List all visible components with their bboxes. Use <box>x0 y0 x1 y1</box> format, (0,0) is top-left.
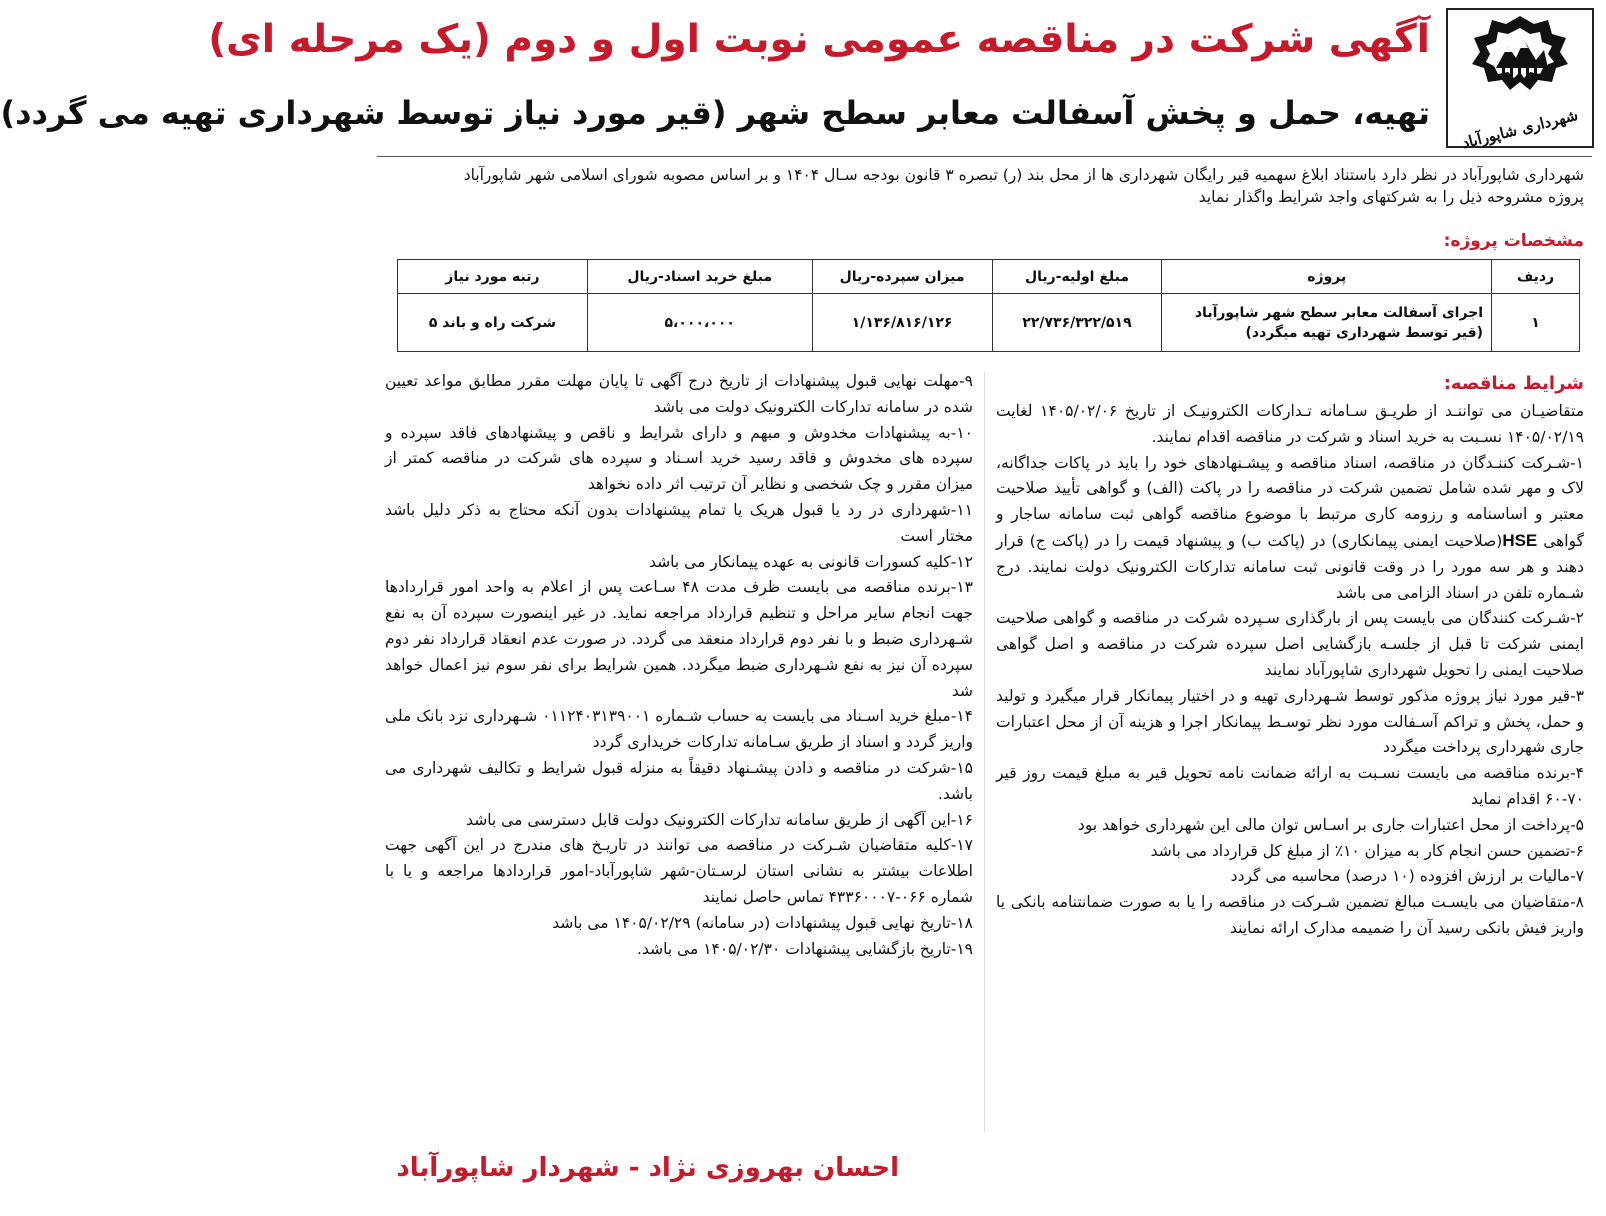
condition-intro: متقاضیـان می تواننـد از طریـق سـامانه تـدارکات الکترونیـک از تاریخ ۱۴۰۵/۰۲/۰۶ لغایت ۱۴۰۵/۰۲/۱۹ نسـبت به خرید اسناد و شرکت در مناقصه اقدام نمایند. <box>996 402 1584 446</box>
cell-index: ۱ <box>1492 294 1580 352</box>
header-deposit: میزان سپرده-ریال <box>812 260 992 294</box>
column-divider <box>984 372 985 1132</box>
hse-label: HSE <box>1502 530 1538 550</box>
condition-14: ۱۴-مبلغ خرید اسـناد می بایست به حساب شـماره ۰۱۱۲۴۰۳۱۳۹۰۰۱ شـهرداری نزد بانک ملی واریز گردد و اسناد از طریق سـامانه تدارکات خریداری گردد <box>385 707 973 752</box>
header-rank: رتبه مورد نیاز <box>398 260 588 294</box>
condition-10: ۱۰-به پیشنهادات مخدوش و مبهم و دارای شرایط و ناقص و پیشنهادهای فاقد سپرده و سپرده های مخدوش و فاقد رسید خرید اسـناد و سپرده های شرکت در مناقصه کمتر از میزان مقرر و چک شخصی و نظایر آن ترتیب اثر داده نخواهد <box>385 423 973 494</box>
condition-12: ۱۲-کلیه کسورات قانونی به عهده پیمانکار می باشد <box>649 552 973 571</box>
intro-line-2: پروژه مشروحه ذیل را به شرکتهای واجد شرایط واگذار نماید <box>1198 188 1584 206</box>
page-subtitle: تهیه، حمل و پخش آسفالت معابر سطح شهر (قیر مورد نیاز توسط شهرداری تهیه می گردد) <box>0 94 1430 132</box>
condition-8: ۸-متقاضیان می بایسـت مبالغ تضمین شـرکت در مناقصه را یا به صورت ضمانتنامه بانکی یا واریز فیش بانکی رسید آن را ضمیمه مدارک ارائه نمایند <box>996 893 1584 937</box>
header-divider <box>377 156 1592 157</box>
condition-2: ۲-شـرکت کنندگان می بایست پس از بارگذاری سـپرده شرکت در مناقصه و گواهی صلاحیت ایمنی شرکت تا قبل از جلسـه بازگشایی اصل سپرده شرکت در مناقصه و اصل گواهی صلاحیت ایمنی را تحویل شهرداری شاپورآباد نمایند <box>996 609 1584 679</box>
condition-6: ۶-تضمین حسن انجام کار به میزان ۱۰٪ از مبلغ کل قرارداد می باشد <box>1150 841 1584 860</box>
logo-caption: شهرداری شاپورآباد <box>1460 105 1580 153</box>
cell-project: اجرای آسفالت معابر سطح شهر شاپورآباد (قیر توسط شهرداری تهیه میگردد) <box>1162 294 1492 352</box>
condition-7: ۷-مالیات بر ارزش افزوده (۱۰ درصد) محاسبه می گردد <box>1230 867 1584 886</box>
condition-17: ۱۷-کلیه متقاضیان شـرکت در مناقصه می توانند در تاریـخ های مندرج در این آگهی جهت اطلاعات بیشتر به نشانی استان لرسـتان-شهر شاپورآباد-امور قراردادها مراجعه و یا با شماره ۰۶۶-۴۳۳۶۰۰۰۷ تماس حاصل نمایند <box>385 836 973 906</box>
conditions-right-column <box>996 369 1584 942</box>
header-doc-price: مبلغ خرید اسناد-ریال <box>587 260 812 294</box>
cell-initial-amount: ۲۲/۷۳۶/۳۲۲/۵۱۹ <box>992 294 1162 352</box>
header-project: پروژه <box>1162 260 1492 294</box>
project-table <box>397 259 1580 352</box>
condition-18: ۱۸-تاریخ نهایی قبول پیشنهادات (در سامانه) ۱۴۰۵/۰۲/۲۹ می باشد <box>552 913 973 932</box>
header-initial-amount: مبلغ اولیه-ریال <box>992 260 1162 294</box>
cell-rank: شرکت راه و باند ۵ <box>398 294 588 352</box>
condition-1-text-a: ۱-شـرکت کننـدگان در مناقصه، اسناد مناقصه و پیشـنهادهای خود را باید در پاکات جداگانه، لاک و مهر شده شامل تضمین شرکت در مناقصه را در پاکت (الف) و گواهی تأیید صلاحیت معتبر و اساسنامه و رزومه کاری مرتبط با موضوع مناقصه گواهی ثبت سامانه ساجار و گواهی <box>996 453 1584 550</box>
condition-11: ۱۱-شهرداری در رد یا قبول هریک یا تمام پیشنهادات بدون آنکه محتاج به ذکر دلیل باشد مختار است <box>385 500 973 545</box>
condition-5: ۵-پرداخت از محل اعتبارات جاری بر اسـاس توان مالی این شهرداری خواهد بود <box>1077 815 1584 834</box>
municipality-logo <box>1446 8 1594 153</box>
condition-9: ۹-مهلت نهایی قبول پیشنهادات از تاریخ درج آگهی تا پایان مهلت مقرر مطابق مواعد تعیین شده در سامانه تدارکات الکترونیک دولت می باشد <box>385 372 973 416</box>
header-index: ردیف <box>1492 260 1580 294</box>
mayor-signature: احسان بهروزی نژاد - شهردار شاپورآباد <box>396 1153 899 1183</box>
condition-15: ۱۵-شرکت در مناقصه و دادن پیشـنهاد دقیقاً به منزله قبول شرایط و تکالیف شهرداری می باشد. <box>385 758 973 803</box>
condition-1 <box>996 451 1584 607</box>
conditions-left-column <box>385 369 973 962</box>
intro-text <box>383 164 1584 208</box>
condition-13: ۱۳-برنده مناقصه می بایست ظرف مدت ۴۸ سـاعت پس از اعلام به واحد امور قراردادها جهت انجام سایر مراحل و تنظیم قرارداد مراجعه نماید. در غیر اینصورت سپرده آن به نفع شـهرداری ضبط و با نفر دوم قرارداد منعقد می گردد. در صورت عدم انعقاد قرارداد نفر دوم سپرده آن نیز به نفع شـهرداری ضبط میگردد. همین شرایط برای نفر سوم نیز اعمال خواهد شد <box>385 578 974 700</box>
condition-16: ۱۶-این آگهی از طریق سامانه تدارکات الکترونیک دولت قابل دسترسی می باشد <box>466 810 973 829</box>
condition-4: ۴-برنده مناقصه می بایست نسـبت به ارائه ضمانت نامه تحویل قیر به مبلغ قیمت روز قیر ۷۰-۶۰ اقدام نماید <box>996 764 1584 808</box>
table-header-row <box>398 260 1580 294</box>
intro-line-1: شهرداری شاپورآباد در نظر دارد باستناد ابلاغ سهمیه قیر رایگان شهرداری ها از محل بند (ر) تبصره ۳ قانون بودجه سـال ۱۴۰۴ و بر اساس مصوبه شورای اسلامی شهر شاپورآباد <box>463 166 1584 184</box>
condition-1-text-b: (صلاحیت ایمنی پیمانکاری) در (پاکت ب) و پیشنهاد قیمت را در (پاکت ج) قرار دهند و هر سه مورد را در وقت قانونی ثبت سامانه تدارکات الکترونیک دولت نمایند. درج شـماره تلفن در اسناد الزامی می باشد <box>996 531 1584 602</box>
table-row <box>398 294 1580 352</box>
condition-19: ۱۹-تاریخ بازگشایی پیشنهادات ۱۴۰۵/۰۲/۳۰ می باشد. <box>637 939 973 958</box>
page-title: آگهی شرکت در مناقصه عمومی نوبت اول و دوم (یک مرحله ای) <box>208 17 1430 62</box>
conditions-heading: شرایط مناقصه: <box>1443 373 1584 394</box>
project-specs-heading: مشخصات پروژه: <box>1443 231 1584 251</box>
cell-deposit: ۱/۱۳۶/۸۱۶/۱۲۶ <box>812 294 992 352</box>
cell-doc-price: ۵،۰۰۰،۰۰۰ <box>587 294 812 352</box>
condition-3: ۳-قیر مورد نیاز پروژه مذکور توسط شـهرداری تهیه و در اختیار پیمانکار قرار میگیرد و تولید و حمل، پخش و تراکم آسـفالت مورد نظر توسـط پیمانکار اجرا و هزینه آن از محل اعتبارات جاری شهرداری پرداخت میگردد <box>996 686 1584 757</box>
